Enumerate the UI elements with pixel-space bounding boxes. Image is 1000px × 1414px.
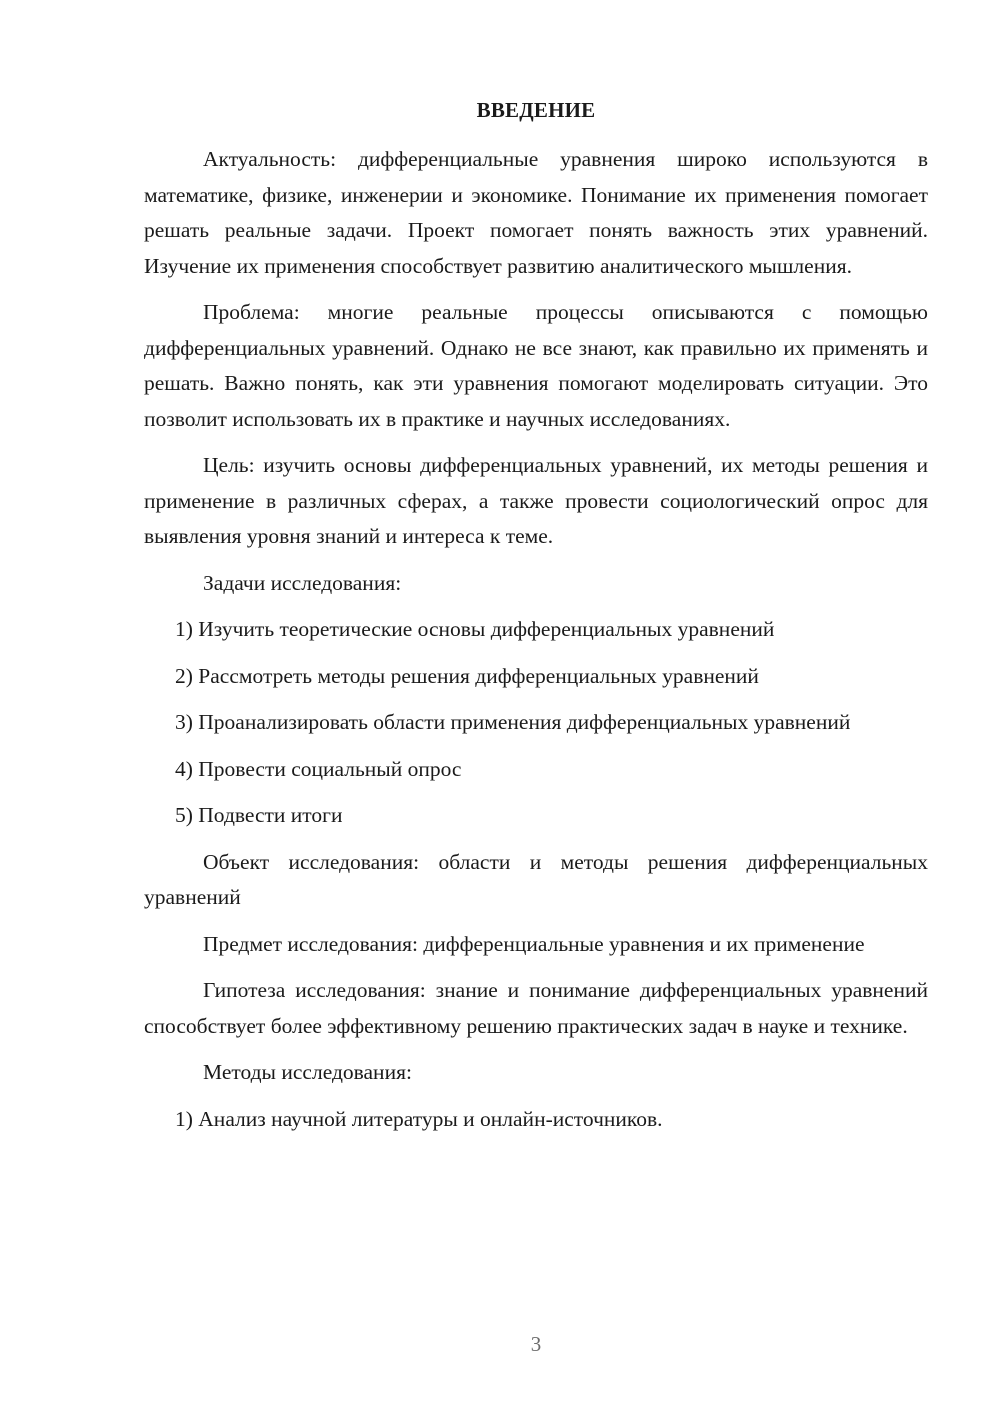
task-item-2: 2) Рассмотреть методы решения дифференциальных уравнений [175,663,759,688]
page-number: 3 [530,1332,542,1356]
task-item-1: 1) Изучить теоретические основы дифференциальных уравнений [175,617,775,641]
task-item-3: 3) Проанализировать области применения дифференциальных уравнений [175,710,851,734]
methods-title: Методы исследования: [203,1060,412,1084]
method-item-1: 1) Анализ научной литературы и онлайн-источников. [175,1106,663,1131]
subject-paragraph: Предмет исследования: дифференциальные уравнения и их применение [203,931,865,956]
section-heading: ВВЕДЕНИЕ [476,98,596,122]
hypothesis-paragraph: Гипотеза исследования: знание и понимание дифференциальных уравнений способствует более эффективному решению практических задач в науке и технике. [144,978,928,1038]
goal-paragraph: Цель: изучить основы дифференциальных уравнений, их методы решения и применение в различных сферах, а также провести социологический опрос для выявления уровня знаний и интереса к теме. [144,453,928,548]
relevance-paragraph: Актуальность: дифференциальные уравнения широко используются в математике, физике, инженерии и экономике. Понимание их применения помогает решать реальные задачи. Проект помогает понять важность этих уравнений. Изучение их применения способствует развитию аналитического мышления. [144,147,928,278]
task-item-4: 4) Провести социальный опрос [175,756,462,781]
document-page [144,96,928,1137]
problem-paragraph: Проблема: многие реальные процессы описываются с помощью дифференциальных уравнений. Однако не все знают, как правильно их применять и решать. Важно понять, как эти уравнения помогают моделировать ситуации. Это позволит использовать их в практике и научных исследованиях. [144,300,928,431]
tasks-title: Задачи исследования: [203,570,402,595]
task-item-5: 5) Подвести итоги [175,803,343,827]
object-paragraph: Объект исследования: области и методы решения дифференциальных уравнений [144,849,928,909]
